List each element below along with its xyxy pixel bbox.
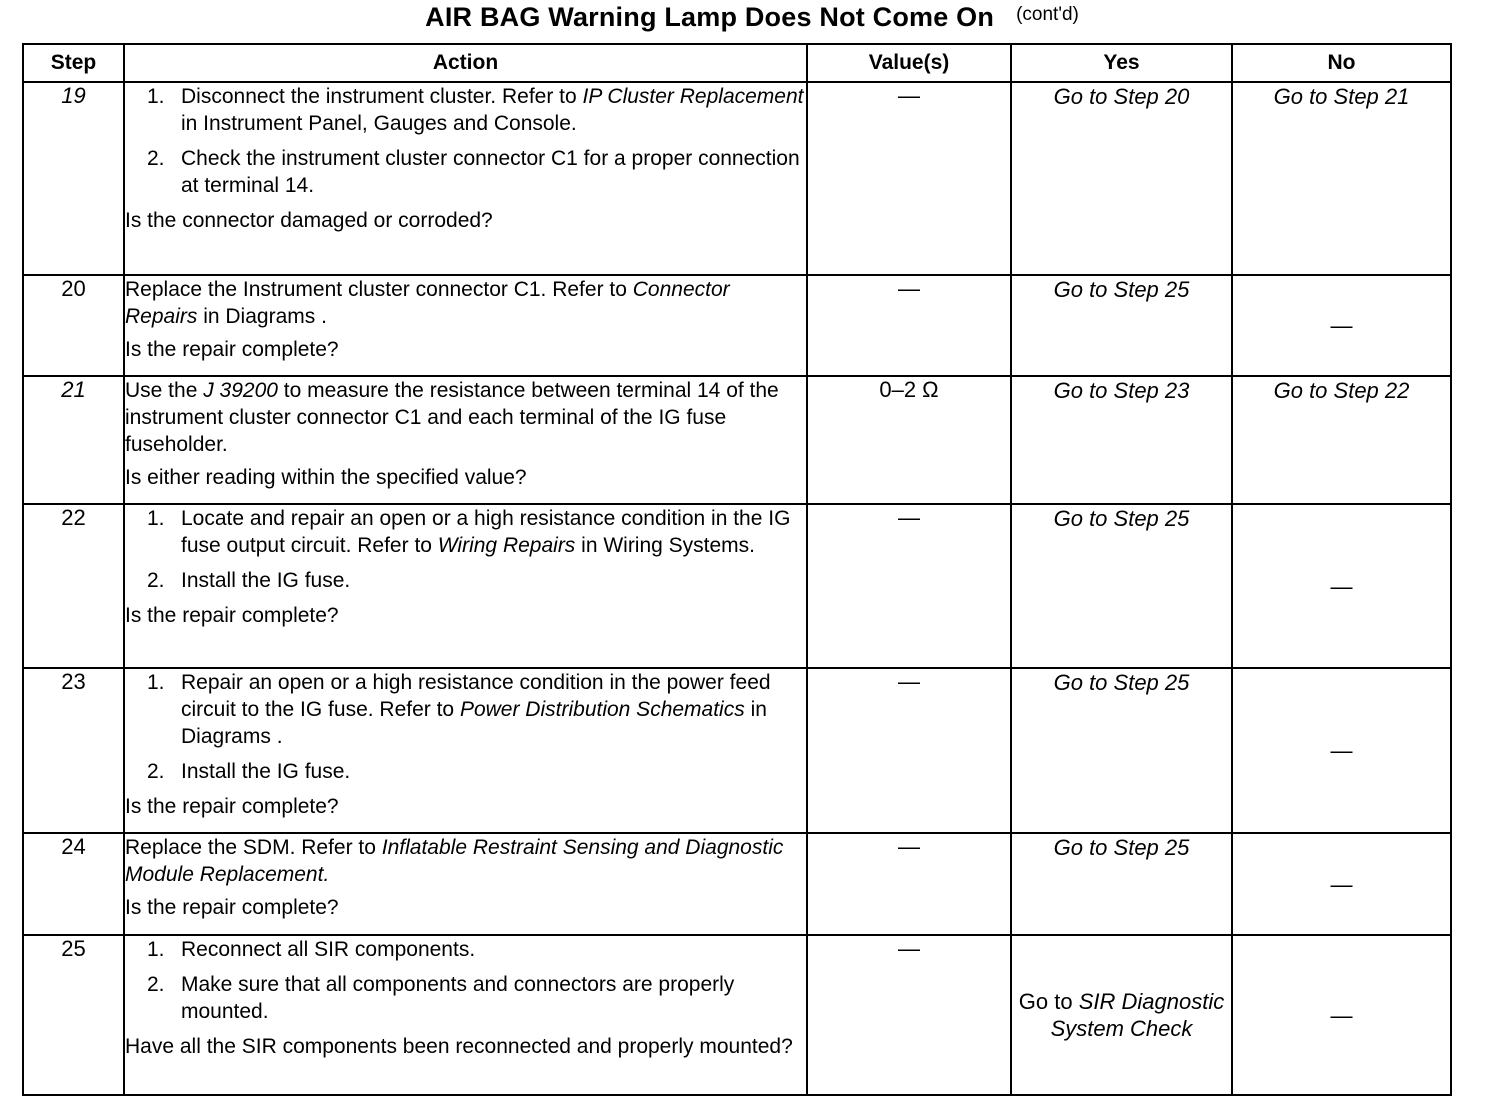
step-number: 25 [23,935,124,1095]
value-cell: — [807,833,1011,935]
action-cell [124,376,807,504]
question-text: Is the connector damaged or corroded? [125,209,493,232]
step-number: 21 [23,376,124,504]
no-cell: — [1232,833,1451,935]
action-cell [124,275,807,376]
yes-cell: Go to Step 25 [1011,668,1232,833]
no-cell: — [1232,504,1451,668]
action-cell [124,668,807,833]
title-suffix: (cont'd) [1016,4,1079,25]
page-title: AIR BAG Warning Lamp Does Not Come On [425,2,995,32]
value-cell: — [807,935,1011,1095]
value-cell: — [807,275,1011,376]
action-cell [124,833,807,935]
list-item: 2. Make sure that all components and connectors are properly mounted. [147,973,735,1023]
list-item: 1. Repair an open or a high resistance condition in the power feed circuit to the IG fuse. Refer to Power Distribution Schematics in Diagrams . [147,671,771,748]
action-text: Replace the SDM. Refer to Inflatable Restraint Sensing and Diagnostic Module Replacement. [125,836,784,886]
yes-cell: Go to SIR Diagnostic System Check [1011,935,1232,1095]
table-row [23,668,1451,833]
question-text: Have all the SIR components been reconnected and properly mounted? [125,1035,793,1058]
value-cell: — [807,82,1011,275]
question-text: Is the repair complete? [125,896,339,919]
action-list [125,936,806,1025]
value-cell: — [807,668,1011,833]
action-list [125,505,806,594]
no-cell: — [1232,668,1451,833]
question-text: Is the repair complete? [125,338,339,361]
table-row [23,376,1451,504]
list-item: 1. Disconnect the instrument cluster. Refer to IP Cluster Replacement in Instrument Panel, Gauges and Console. [147,85,804,135]
yes-cell: Go to Step 25 [1011,504,1232,668]
action-cell [124,82,807,275]
table-row [23,935,1451,1095]
no-cell: Go to Step 21 [1232,82,1451,275]
yes-cell: Go to Step 25 [1011,833,1232,935]
action-cell [124,504,807,668]
header-step: Step [23,44,124,82]
list-item: 1. Locate and repair an open or a high resistance condition in the IG fuse output circuit. Refer to Wiring Repairs in Wiring Systems. [147,507,791,557]
table-row [23,82,1451,275]
question-text: Is either reading within the specified value? [125,466,527,489]
header-values: Value(s) [807,44,1011,82]
table-row [23,504,1451,668]
header-yes: Yes [1011,44,1232,82]
action-list [125,669,806,785]
value-cell: — [807,504,1011,668]
step-number: 20 [23,275,124,376]
value-cell: 0–2 Ω [807,376,1011,504]
yes-cell: Go to Step 23 [1011,376,1232,504]
yes-cell: Go to Step 25 [1011,275,1232,376]
header-action: Action [124,44,807,82]
table-row [23,833,1451,935]
title-row [0,2,1504,38]
action-cell [124,935,807,1095]
yes-cell: Go to Step 20 [1011,82,1232,275]
question-text: Is the repair complete? [125,604,339,627]
list-item: 2. Check the instrument cluster connector C1 for a proper connection at terminal 14. [147,147,800,197]
question-text: Is the repair complete? [125,795,339,818]
step-number: 24 [23,833,124,935]
step-number: 23 [23,668,124,833]
no-cell: Go to Step 22 [1232,376,1451,504]
no-cell: — [1232,275,1451,376]
no-cell: — [1232,935,1451,1095]
list-item: 1. Reconnect all SIR components. [147,938,476,961]
step-number: 22 [23,504,124,668]
table-header-row [23,44,1451,82]
action-list [125,83,806,199]
action-text: Replace the Instrument cluster connector C1. Refer to Connector Repairs in Diagrams . [125,278,730,328]
diagnostic-table [22,43,1452,1096]
step-number: 19 [23,82,124,275]
list-item: 2. Install the IG fuse. [147,569,351,592]
header-no: No [1232,44,1451,82]
table-row [23,275,1451,376]
list-item: 2. Install the IG fuse. [147,760,351,783]
action-text: Use the J 39200 to measure the resistance between terminal 14 of the instrument cluster connector C1 and each terminal of the IG fuse fuseholder. [125,379,779,456]
